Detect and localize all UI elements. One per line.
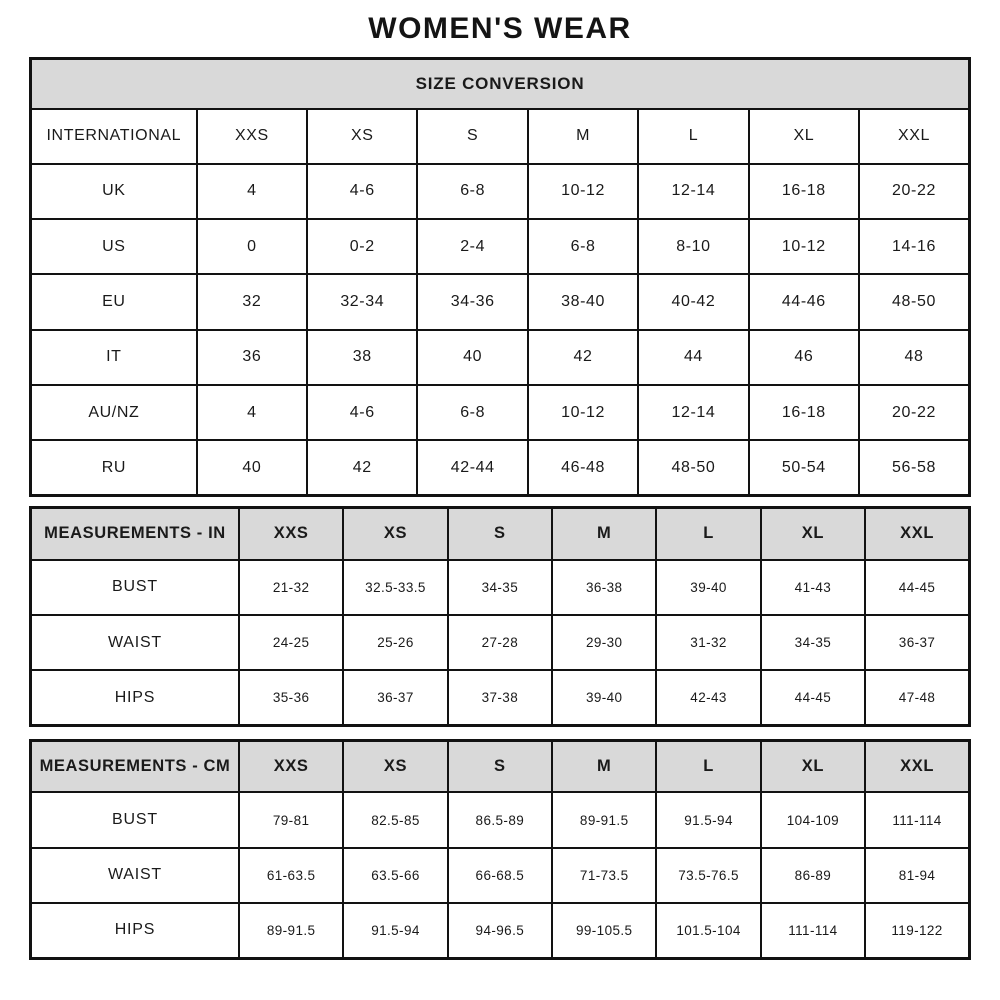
column-header-cell: XS [307, 109, 417, 164]
value-cell: 47-48 [865, 670, 969, 725]
value-cell: 99-105.5 [552, 903, 656, 958]
value-cell: 12-14 [638, 385, 748, 440]
column-header-cell: INTERNATIONAL [31, 109, 197, 164]
value-cell: 46-48 [528, 440, 638, 495]
value-cell: 44-46 [749, 274, 859, 329]
column-header-cell: XXL [865, 740, 969, 792]
row-label-cell: BUST [31, 792, 239, 847]
row-label-cell: AU/NZ [31, 385, 197, 440]
value-cell: 56-58 [859, 440, 969, 495]
table-row [31, 274, 970, 329]
column-header-row [31, 508, 970, 560]
value-cell: 91.5-94 [656, 792, 760, 847]
column-header-cell: L [638, 109, 748, 164]
column-header-cell: M [528, 109, 638, 164]
value-cell: 48-50 [859, 274, 969, 329]
measurements-cm-table [29, 739, 971, 960]
value-cell: 86-89 [761, 848, 865, 903]
value-cell: 25-26 [343, 615, 447, 670]
value-cell: 21-32 [239, 560, 343, 615]
value-cell: 39-40 [552, 670, 656, 725]
value-cell: 44 [638, 330, 748, 385]
value-cell: 37-38 [448, 670, 552, 725]
value-cell: 81-94 [865, 848, 969, 903]
column-header-cell: M [552, 740, 656, 792]
value-cell: 111-114 [761, 903, 865, 958]
value-cell: 0 [197, 219, 307, 274]
value-cell: 73.5-76.5 [656, 848, 760, 903]
value-cell: 36 [197, 330, 307, 385]
value-cell: 4-6 [307, 385, 417, 440]
value-cell: 66-68.5 [448, 848, 552, 903]
row-label-cell: WAIST [31, 615, 239, 670]
row-label-cell: UK [31, 164, 197, 219]
column-header-cell: XL [761, 740, 865, 792]
value-cell: 36-37 [865, 615, 969, 670]
value-cell: 94-96.5 [448, 903, 552, 958]
row-label-cell: WAIST [31, 848, 239, 903]
value-cell: 48-50 [638, 440, 748, 495]
row-label-cell: HIPS [31, 670, 239, 725]
value-cell: 35-36 [239, 670, 343, 725]
value-cell: 32.5-33.5 [343, 560, 447, 615]
value-cell: 27-28 [448, 615, 552, 670]
value-cell: 36-37 [343, 670, 447, 725]
value-cell: 14-16 [859, 219, 969, 274]
value-cell: 16-18 [749, 385, 859, 440]
value-cell: 89-91.5 [552, 792, 656, 847]
value-cell: 32-34 [307, 274, 417, 329]
value-cell: 40 [197, 440, 307, 495]
value-cell: 40 [417, 330, 527, 385]
value-cell: 86.5-89 [448, 792, 552, 847]
value-cell: 10-12 [528, 164, 638, 219]
table-title: SIZE CONVERSION [31, 59, 970, 109]
column-header-cell: S [417, 109, 527, 164]
row-label-cell: HIPS [31, 903, 239, 958]
value-cell: 20-22 [859, 385, 969, 440]
value-cell: 20-22 [859, 164, 969, 219]
column-header-cell: XL [749, 109, 859, 164]
value-cell: 44-45 [865, 560, 969, 615]
row-label-cell: EU [31, 274, 197, 329]
value-cell: 2-4 [417, 219, 527, 274]
value-cell: 89-91.5 [239, 903, 343, 958]
value-cell: 119-122 [865, 903, 969, 958]
value-cell: 48 [859, 330, 969, 385]
table-row [31, 903, 970, 958]
value-cell: 111-114 [865, 792, 969, 847]
column-header-row [31, 109, 970, 164]
column-header-cell: XXS [197, 109, 307, 164]
row-label-cell: RU [31, 440, 197, 495]
value-cell: 4 [197, 385, 307, 440]
value-cell: 104-109 [761, 792, 865, 847]
table-row [31, 670, 970, 725]
value-cell: 29-30 [552, 615, 656, 670]
column-header-cell: L [656, 740, 760, 792]
value-cell: 42 [528, 330, 638, 385]
column-header-cell: XXL [859, 109, 969, 164]
page-title: WOMEN'S WEAR [368, 12, 632, 45]
table-row [31, 330, 970, 385]
value-cell: 61-63.5 [239, 848, 343, 903]
value-cell: 42 [307, 440, 417, 495]
table-title-row [31, 59, 970, 109]
value-cell: 32 [197, 274, 307, 329]
row-label-cell: BUST [31, 560, 239, 615]
value-cell: 4-6 [307, 164, 417, 219]
value-cell: 10-12 [528, 385, 638, 440]
value-cell: 34-36 [417, 274, 527, 329]
value-cell: 12-14 [638, 164, 748, 219]
column-header-cell: XXL [865, 508, 969, 560]
value-cell: 38-40 [528, 274, 638, 329]
value-cell: 6-8 [417, 385, 527, 440]
value-cell: 42-43 [656, 670, 760, 725]
table-row [31, 385, 970, 440]
value-cell: 101.5-104 [656, 903, 760, 958]
row-label-cell: US [31, 219, 197, 274]
column-header-row [31, 740, 970, 792]
value-cell: 34-35 [761, 615, 865, 670]
table-row [31, 615, 970, 670]
column-header-cell: S [448, 508, 552, 560]
column-header-cell: S [448, 740, 552, 792]
value-cell: 8-10 [638, 219, 748, 274]
measurements-in-table [29, 506, 971, 727]
size-conversion-table [29, 57, 971, 497]
value-cell: 36-38 [552, 560, 656, 615]
value-cell: 50-54 [749, 440, 859, 495]
column-header-cell: L [656, 508, 760, 560]
table-row [31, 219, 970, 274]
value-cell: 46 [749, 330, 859, 385]
value-cell: 0-2 [307, 219, 417, 274]
table-row [31, 164, 970, 219]
value-cell: 44-45 [761, 670, 865, 725]
column-header-cell: MEASUREMENTS - CM [31, 740, 239, 792]
column-header-cell: XS [343, 508, 447, 560]
column-header-cell: XL [761, 508, 865, 560]
value-cell: 34-35 [448, 560, 552, 615]
value-cell: 42-44 [417, 440, 527, 495]
value-cell: 79-81 [239, 792, 343, 847]
value-cell: 91.5-94 [343, 903, 447, 958]
table-row [31, 848, 970, 903]
value-cell: 41-43 [761, 560, 865, 615]
value-cell: 38 [307, 330, 417, 385]
value-cell: 24-25 [239, 615, 343, 670]
value-cell: 39-40 [656, 560, 760, 615]
value-cell: 6-8 [528, 219, 638, 274]
column-header-cell: XS [343, 740, 447, 792]
value-cell: 71-73.5 [552, 848, 656, 903]
table-row [31, 560, 970, 615]
value-cell: 10-12 [749, 219, 859, 274]
value-cell: 4 [197, 164, 307, 219]
value-cell: 82.5-85 [343, 792, 447, 847]
value-cell: 16-18 [749, 164, 859, 219]
value-cell: 40-42 [638, 274, 748, 329]
table-row [31, 792, 970, 847]
value-cell: 31-32 [656, 615, 760, 670]
column-header-cell: M [552, 508, 656, 560]
value-cell: 6-8 [417, 164, 527, 219]
column-header-cell: XXS [239, 508, 343, 560]
table-row [31, 440, 970, 495]
value-cell: 63.5-66 [343, 848, 447, 903]
column-header-cell: MEASUREMENTS - IN [31, 508, 239, 560]
column-header-cell: XXS [239, 740, 343, 792]
row-label-cell: IT [31, 330, 197, 385]
